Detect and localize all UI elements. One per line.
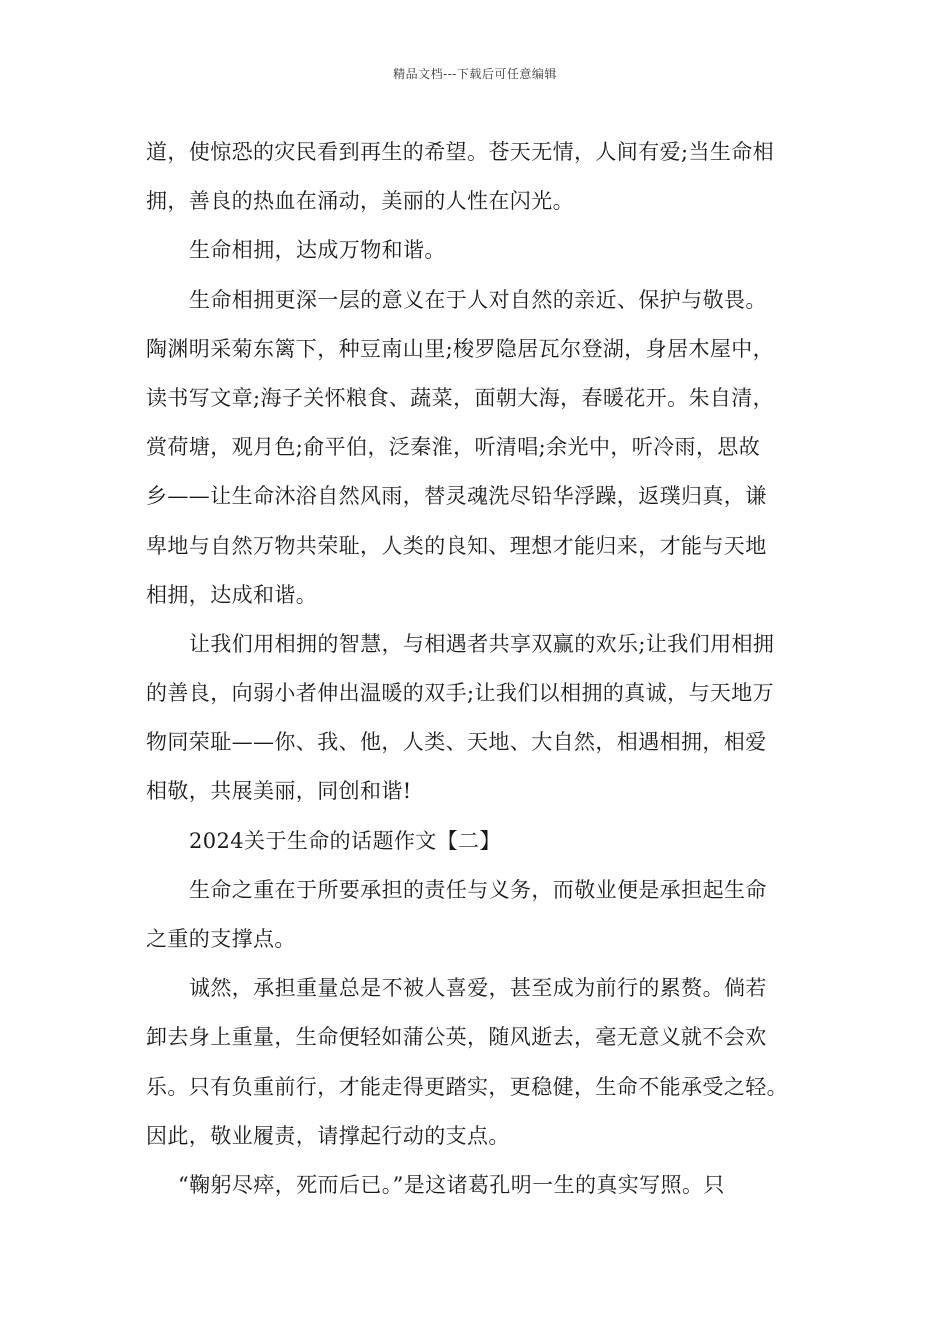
text-line: 乐。只有负重前行，才能走得更踏实，更稳健，生命不能承受之轻。: [146, 1074, 788, 1099]
section-heading: 2024关于生命的话题作文【二】: [189, 828, 501, 853]
text-line: 生命相拥更深一层的意义在于人对自然的亲近、保护与敬畏。: [189, 287, 767, 312]
page-header: 精品文档---下载后可任意编辑: [393, 67, 557, 81]
text-line: 卸去身上重量，生命便轻如蒲公英，随风逝去，毫无意义就不会欢: [146, 1025, 767, 1050]
text-line: 相拥，达成和谐。: [146, 582, 318, 607]
text-line: “鞠躬尽瘁，死而后已。”是这诸葛孔明一生的真实写照。只: [178, 1172, 725, 1197]
text-line: 的善良，向弱小者伸出温暖的双手;让我们以相拥的真诚，与天地万: [146, 681, 775, 706]
text-line: 道，使惊恐的灾民看到再生的希望。苍天无情，人间有爱;当生命相: [146, 140, 775, 164]
article-body: [146, 128, 822, 1210]
text-line: 读书写文章;海子关怀粮食、蔬菜，面朝大海，春暖花开。朱自清，: [146, 385, 775, 410]
text-line: 陶渊明采菊东篱下，种豆南山里;梭罗隐居瓦尔登湖，身居木屋中，: [146, 336, 775, 361]
text-line: 让我们用相拥的智慧，与相遇者共享双赢的欢乐;让我们用相拥: [189, 631, 775, 656]
text-line: 诚然，承担重量总是不被人喜爱，甚至成为前行的累赘。倘若: [189, 976, 767, 1001]
text-line: 卑地与自然万物共荣耻，人类的良知、理想才能归来，才能与天地: [146, 533, 767, 558]
text-line: 之重的支撑点。: [146, 927, 296, 951]
text-line: 生命之重在于所要承担的责任与义务，而敬业便是承担起生命: [189, 877, 767, 902]
text-line: 生命相拥，达成万物和谐。: [189, 238, 446, 263]
text-line: 拥，善良的热血在涌动，美丽的人性在闪光。: [146, 189, 574, 214]
text-line: 赏荷塘，观月色;俞平伯，泛秦淮，听清唱;余光中，听冷雨，思故: [146, 435, 761, 460]
text-line: 乡——让生命沐浴自然风雨，替灵魂洗尽铅华浮躁，返璞归真，谦: [146, 484, 767, 509]
text-line: 相敬，共展美丽，同创和谐!: [146, 779, 412, 804]
text-line: 因此，敬业履责，请撑起行动的支点。: [146, 1123, 510, 1148]
text-line: 物同荣耻——你、我、他，人类、天地、大自然，相遇相拥，相爱: [146, 730, 767, 755]
